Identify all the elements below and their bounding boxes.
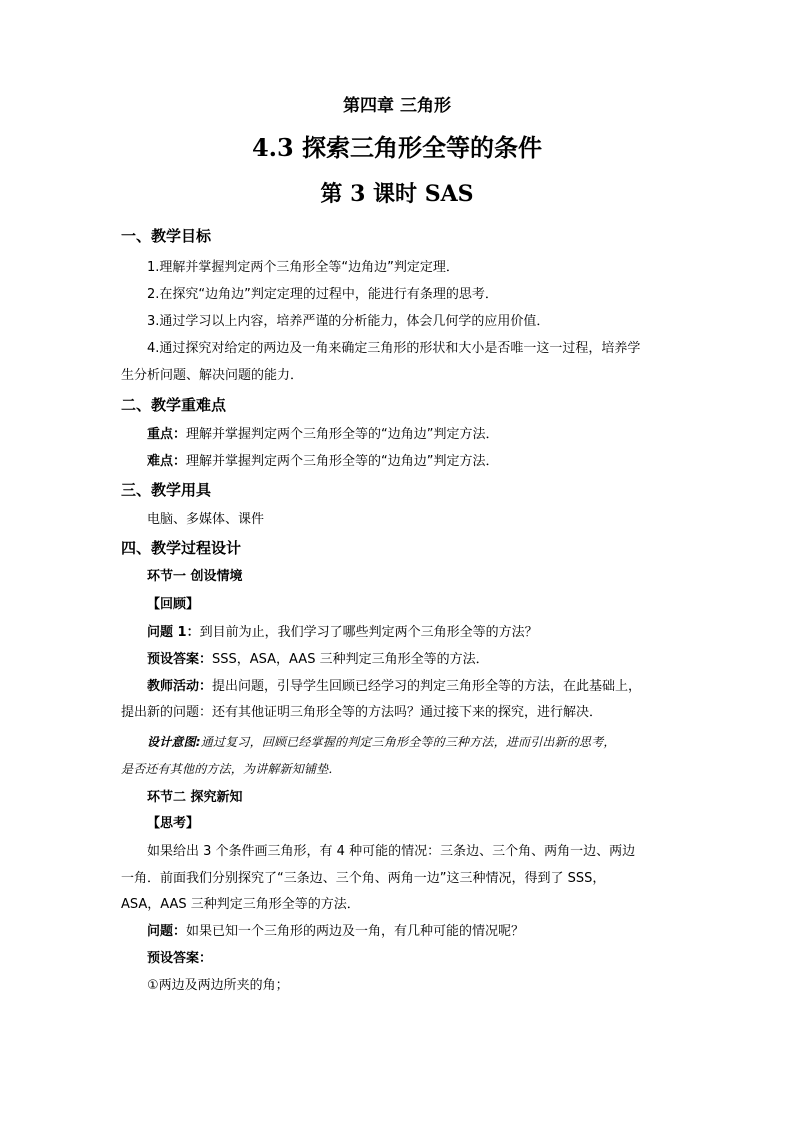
teacher-activity xyxy=(147,680,641,693)
think-paragraph-continued: 一角．前面我们分别探究了“三条边、三个角、两角一边”这三种情况，得到了 SSS， xyxy=(121,871,606,886)
lesson-subtitle: 第 3 课时 SAS xyxy=(320,181,474,207)
key-point xyxy=(147,428,499,441)
goal-item: 3.通过学习以上内容，培养严谨的分析能力，体会几何学的应用价值． xyxy=(147,314,550,329)
answer-1 xyxy=(147,653,489,666)
section-heading-tools: 三、教学用具 xyxy=(121,481,212,499)
lesson-title: 4.3 探索三角形全等的条件 xyxy=(251,133,543,162)
goal-item: 4.通过探究对给定的两边及一角来确定三角形的形状和大小是否唯一这一过程，培养学 xyxy=(147,341,641,356)
think-paragraph-continued: ASA，AAS 三种判定三角形全等的方法． xyxy=(121,897,360,912)
think-label: 【思考】 xyxy=(147,816,200,831)
difficult-point-label: 难点： xyxy=(147,454,187,469)
review-label: 【回顾】 xyxy=(147,597,200,612)
design-intent xyxy=(147,736,616,748)
section-heading-key-points: 二、教学重难点 xyxy=(121,396,227,414)
design-intent-continued: 是否还有其他的方法，为讲解新知铺垫． xyxy=(121,762,341,776)
design-intent-text: 通过复习，回顾已经掌握的判定三角形全等的三种方法，进而引出新的思考， xyxy=(200,735,616,749)
tools-text: 电脑、多媒体、课件 xyxy=(147,512,265,527)
question-1 xyxy=(147,626,538,639)
answer-2-label: 预设答案： xyxy=(147,951,213,966)
step-heading: 环节二 探究新知 xyxy=(147,790,243,805)
answer-1-label: 预设答案： xyxy=(147,652,213,667)
step-heading: 环节一 创设情境 xyxy=(147,569,243,584)
teacher-activity-label: 教师活动： xyxy=(147,679,213,694)
goal-item: 1.理解并掌握判定两个三角形全等“边角边”判定定理． xyxy=(147,260,459,275)
teacher-activity-text: 提出问题，引导学生回顾已经学习的判定三角形全等的方法，在此基础上， xyxy=(212,679,642,694)
question-2-text: 如果已知一个三角形的两边及一角，有几种可能的情况呢？ xyxy=(186,924,525,939)
key-point-label: 重点： xyxy=(147,427,187,442)
difficult-point-text: 理解并掌握判定两个三角形全等的“边角边”判定方法． xyxy=(186,454,499,469)
difficult-point xyxy=(147,455,499,468)
goal-item: 2.在探究“边角边”判定定理的过程中，能进行有条理的思考． xyxy=(147,287,498,302)
teacher-activity-continued: 提出新的问题：还有其他证明三角形全等的方法吗？通过接下来的探究，进行解决． xyxy=(121,705,603,720)
key-point-text: 理解并掌握判定两个三角形全等的“边角边”判定方法． xyxy=(186,427,499,442)
question-1-label: 问题 1： xyxy=(147,625,200,640)
section-heading-goals: 一、教学目标 xyxy=(121,227,212,245)
section-heading-process: 四、教学过程设计 xyxy=(121,539,242,557)
case-item: ①两边及两边所夹的角； xyxy=(147,978,289,993)
question-2-label: 问题： xyxy=(147,924,187,939)
think-paragraph: 如果给出 3 个条件画三角形，有 4 种可能的情况：三条边、三个角、两角一边、两边 xyxy=(147,844,636,859)
chapter-heading: 第四章 三角形 xyxy=(343,96,451,116)
goal-item-continued: 生分析问题、解决问题的能力． xyxy=(121,368,304,383)
question-1-text: 到目前为止，我们学习了哪些判定两个三角形全等的方法？ xyxy=(199,625,538,640)
question-2 xyxy=(147,925,524,938)
answer-1-text: SSS，ASA，AAS 三种判定三角形全等的方法． xyxy=(212,652,489,667)
design-intent-label: 设计意图: xyxy=(147,735,201,749)
